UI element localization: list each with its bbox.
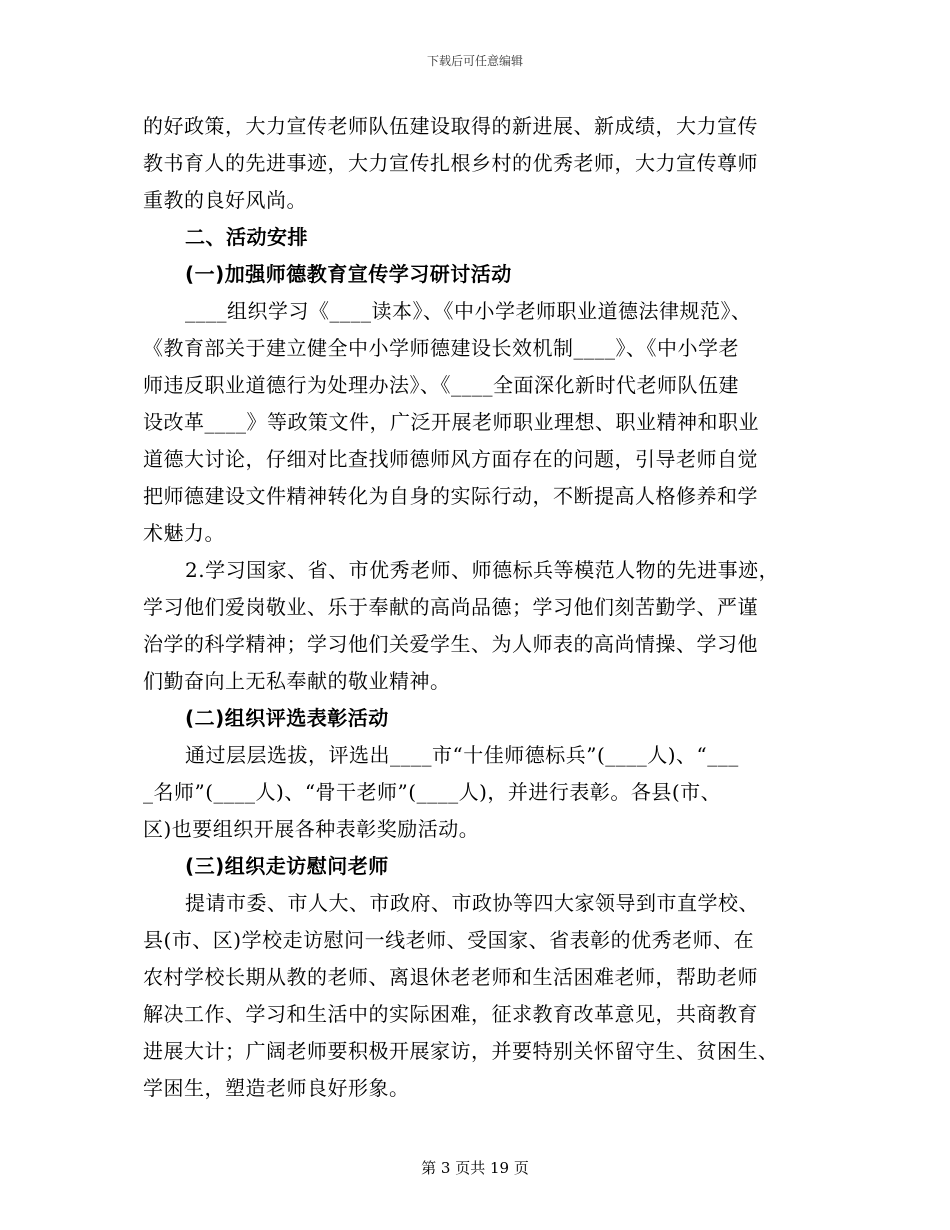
body-line: 把师德建设文件精神转化为自身的实际行动，不断提高人格修养和学 — [143, 484, 758, 508]
body-line: 县(市、区)学校走访慰问一线老师、受国家、省表彰的优秀老师、在 — [143, 928, 755, 952]
body-line: 道德大讨论，仔细对比查找师德师风方面存在的问题，引导老师自觉 — [143, 447, 758, 471]
body-line: ____组织学习《____读本》、《中小学老师职业道德法律规范》、 — [185, 299, 752, 323]
body-line: 设改革____》等政策文件，广泛开展老师职业理想、职业精神和职业 — [143, 410, 759, 434]
body-line: _名师”(____人)、“骨干老师”(____人)，并进行表彰。各县(市、 — [143, 780, 722, 804]
page-header: 下载后可任意编辑 — [426, 54, 523, 68]
body-line: 学困生，塑造老师良好形象。 — [143, 1076, 410, 1100]
document-body — [143, 108, 808, 1107]
body-line: 术魅力。 — [143, 521, 225, 545]
body-line: 重教的良好风尚。 — [143, 188, 307, 212]
body-line: 学习他们爱岗敬业、乐于奉献的高尚品德；学习他们刻苦勤学、严谨 — [143, 595, 758, 619]
body-line: 师违反职业道德行为处理办法》、《____全面深化新时代老师队伍建 — [143, 373, 739, 397]
body-line: 治学的科学精神；学习他们关爱学生、为人师表的高尚情操、学习他 — [143, 632, 758, 656]
section-heading: 二、活动安排 — [185, 225, 308, 249]
body-line: 的好政策，大力宣传老师队伍建设取得的新进展、新成绩，大力宣传 — [143, 114, 758, 138]
body-line: 农村学校长期从教的老师、离退休老老师和生活困难老师，帮助老师 — [143, 965, 758, 989]
body-line: 进展大计；广阔老师要积极开展家访，并要特别关怀留守生、贫困生、 — [143, 1039, 779, 1063]
body-line: 区)也要组织开展各种表彰奖励活动。 — [143, 817, 480, 841]
body-line: 们勤奋向上无私奉献的敬业精神。 — [143, 669, 451, 693]
body-line: 解决工作、学习和生活中的实际困难，征求教育改革意见，共商教育 — [143, 1002, 758, 1026]
body-line: 教书育人的先进事迹，大力宣传扎根乡村的优秀老师，大力宣传尊师 — [143, 151, 758, 175]
page-footer: 第 3 页共 19 页 — [421, 1159, 529, 1177]
body-line: 《教育部关于建立健全中小学师德建设长效机制____》、《中小学老 — [143, 336, 739, 360]
body-line: 2.学习国家、省、市优秀老师、师德标兵等模范人物的先进事迹， — [185, 558, 780, 582]
body-line: 提请市委、市人大、市政府、市政协等四大家领导到市直学校、 — [185, 891, 759, 915]
subsection-heading: (三)组织走访慰问老师 — [185, 854, 389, 878]
subsection-heading: (二)组织评选表彰活动 — [185, 706, 389, 730]
body-line: 通过层层选拔，评选出____市“十佳师德标兵”(____人)、“___ — [185, 743, 739, 767]
subsection-heading: (一)加强师德教育宣传学习研讨活动 — [185, 262, 512, 286]
